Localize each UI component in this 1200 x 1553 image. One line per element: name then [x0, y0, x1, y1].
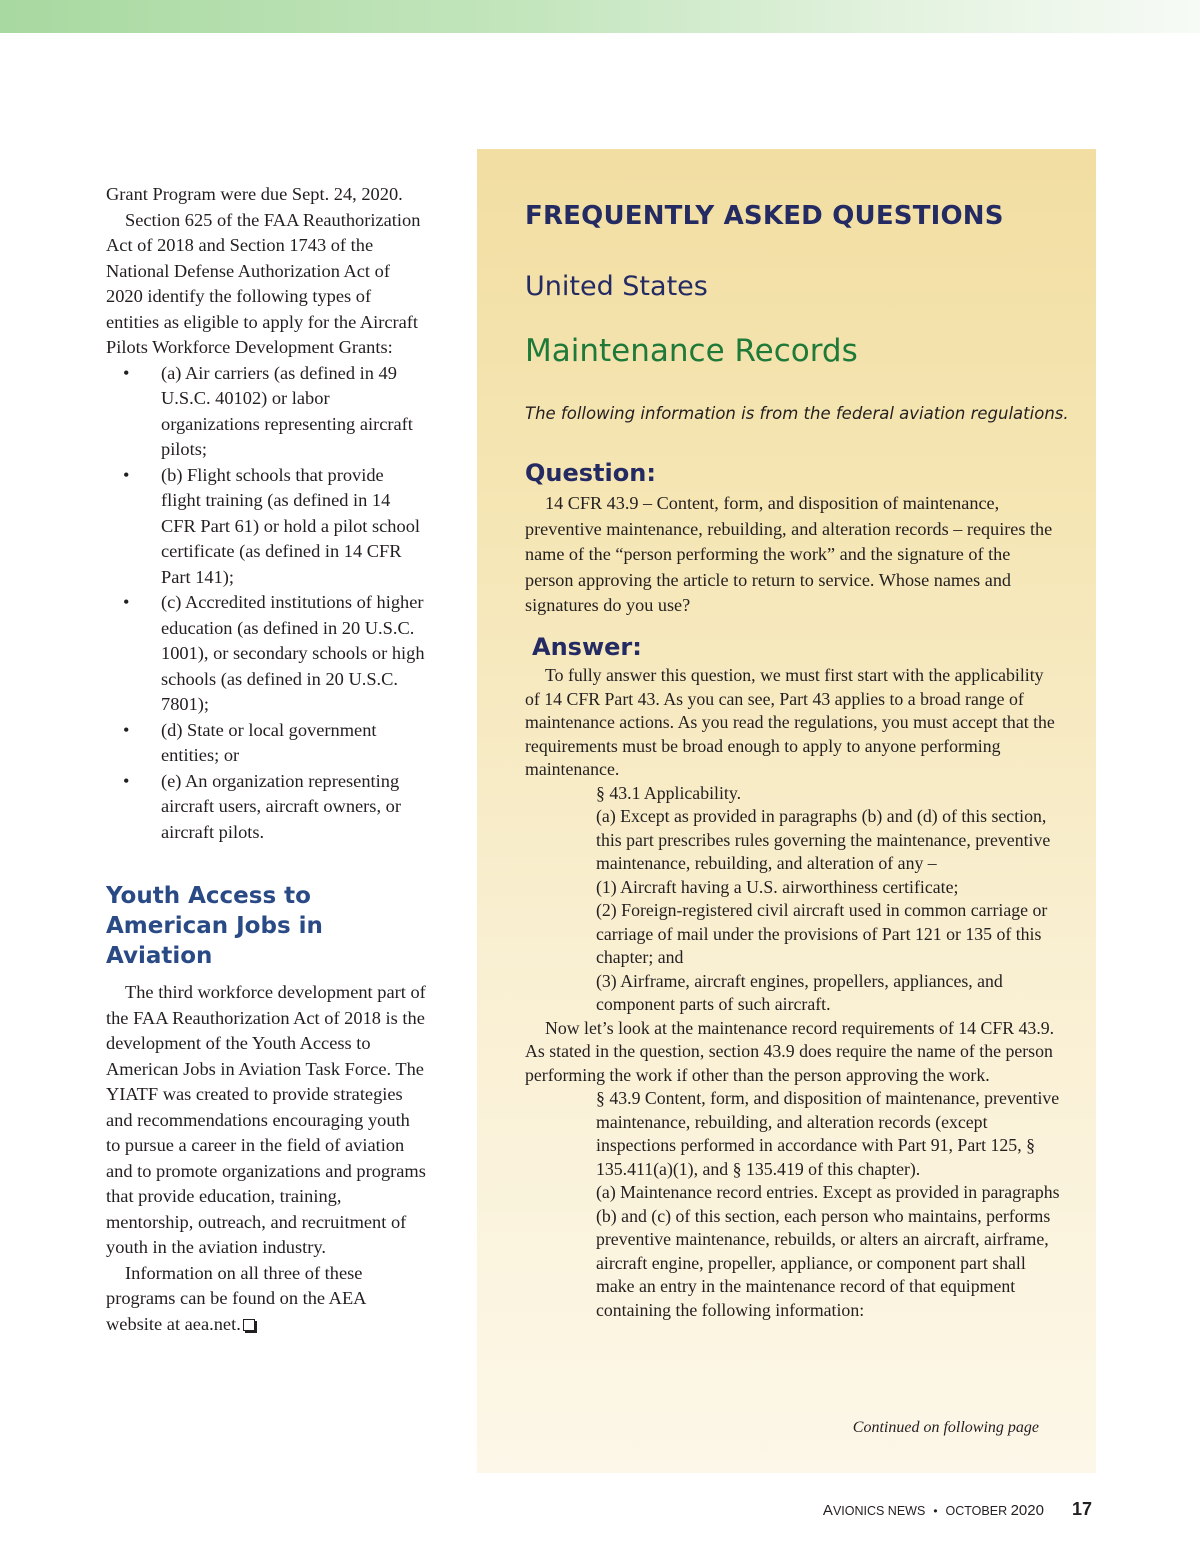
list-item: • (c) Accredited institutions of higher education (as defined in 20 U.S.C. 1001), or secondary schools or high schools (as defined in 20 U.S.C. 7801); — [123, 592, 425, 714]
left-paragraph-2: Section 625 of the FAA Reauthorization Act of 2018 and Section 1743 of the National Defense Authorization Act of 2020 identify the following types of entities as eligible to apply for the Aircraft Pilots Workforce Development Grants: — [106, 209, 421, 357]
page-footer — [823, 1499, 1092, 1520]
faq-panel — [477, 149, 1096, 1473]
bullet-icon: • — [123, 362, 130, 383]
question-heading: Question: — [525, 459, 656, 487]
answer-paragraph-1: To fully answer this question, we must first start with the applicability of 14 CFR Part 43. As you can see, Part 43 applies to a broad range of maintenance actions. As you read the regulations, you must accept that the requirements must be broad enough to apply to anyone performing maintenance. — [525, 665, 1055, 779]
list-item: • (d) State or local government entities; or — [123, 719, 377, 765]
page-number: 17 — [1071, 1499, 1092, 1519]
regulation-quote: (a) Except as provided in paragraphs (b) and (d) of this section, this part prescribes rules governing the maintenance, preventive maintenance, rebuilding, and alteration of any – — [596, 806, 1051, 873]
list-item: • (e) An organization representing aircraft users, aircraft owners, or aircraft pilots. — [123, 770, 401, 842]
question-body — [525, 491, 1060, 619]
faq-intro: The following information is from the federal aviation regulations. — [525, 404, 1069, 423]
faq-country: United States — [525, 271, 708, 302]
magazine-name-initial: A — [822, 1502, 833, 1519]
issue-year: 2020 — [1010, 1502, 1044, 1519]
answer-body — [525, 664, 1060, 1322]
faq-title: FREQUENTLY ASKED QUESTIONS — [525, 201, 1004, 231]
question-text: 14 CFR 43.9 – Content, form, and disposition of maintenance, preventive maintenance, rebuilding, and alteration records – requires the name of the “person performing the work” and the signature of the person approving the article to return to service. Whose names and signatures do you use? — [525, 493, 1053, 615]
list-item: • (b) Flight schools that provide flight training (as defined in 14 CFR Part 61) or hold a pilot school certificate (as defined in 14 CFR Part 141); — [123, 464, 420, 587]
left-paragraph-1: Grant Program were due Sept. 24, 2020. — [106, 184, 403, 204]
regulation-quote: (a) Maintenance record entries. Except as provided in paragraphs (b) and (c) of this section, each person who maintains, performs preventive maintenance, rebuilds, or alters an aircraft, airframe, aircraft engine, propeller, appliance, or component part shall make an entry in the maintenance record of that equipment containing the following information: — [596, 1182, 1060, 1320]
answer-paragraph-2: Now let’s look at the maintenance record requirements of 14 CFR 43.9. As stated in the question, section 43.9 does require the name of the person performing the work if other than the person approving the work. — [525, 1017, 1055, 1085]
answer-heading: Answer: — [532, 633, 642, 661]
eligible-entities-list — [106, 361, 426, 846]
bullet-icon: • — [123, 592, 130, 612]
left-paragraph-3: The third workforce development part of the FAA Reauthorization Act of 2018 is the development of the Youth Access to American Jobs in Aviation Task Force. The YIATF was created to provide strategies and recommendations encouraging youth to pursue a career in the field of aviation and to promote organizations and programs that provide education, training, mentorship, outreach, and recruitment of youth in the aviation industry. — [106, 982, 426, 1257]
continued-note: Continued on following page — [852, 1419, 1039, 1436]
faq-topic: Maintenance Records — [525, 333, 858, 369]
magazine-name: VIONICS NEWS — [832, 1504, 926, 1518]
bullet-icon: • — [123, 719, 130, 740]
regulation-quote: (3) Airframe, aircraft engines, propellers, appliances, and component parts of such aircraft. — [596, 970, 1003, 1014]
section-heading: Youth Access to American Jobs in Aviation — [106, 883, 323, 969]
regulation-quote: (2) Foreign-registered civil aircraft used in common carriage or carriage of mail under the provisions of Part 121 or 135 of this chapter; and — [596, 900, 1048, 967]
top-color-bar — [0, 0, 1200, 33]
issue-month: OCTOBER — [945, 1504, 1008, 1518]
regulation-quote: § 43.1 Applicability. — [596, 782, 742, 803]
regulation-quote: § 43.9 Content, form, and disposition of maintenance, preventive maintenance, rebuilding, and alteration records (except inspections performed in accordance with Part 91, Part 125, § 135.411(a)(1), and § 135.419 of this chapter). — [596, 1088, 1060, 1179]
end-of-article-icon — [243, 1319, 255, 1331]
left-column — [106, 182, 426, 1337]
bullet-icon: • — [123, 770, 130, 791]
list-item: • (a) Air carriers (as defined in 49 U.S.C. 40102) or labor organizations representing aircraft pilots; — [123, 362, 413, 459]
bullet-icon: • — [123, 464, 130, 485]
separator-dot: • — [933, 1504, 938, 1518]
regulation-quote: (1) Aircraft having a U.S. airworthiness certificate; — [596, 876, 959, 897]
left-paragraph-4: Information on all three of these programs can be found on the AEA website at aea.net. — [106, 1262, 366, 1334]
